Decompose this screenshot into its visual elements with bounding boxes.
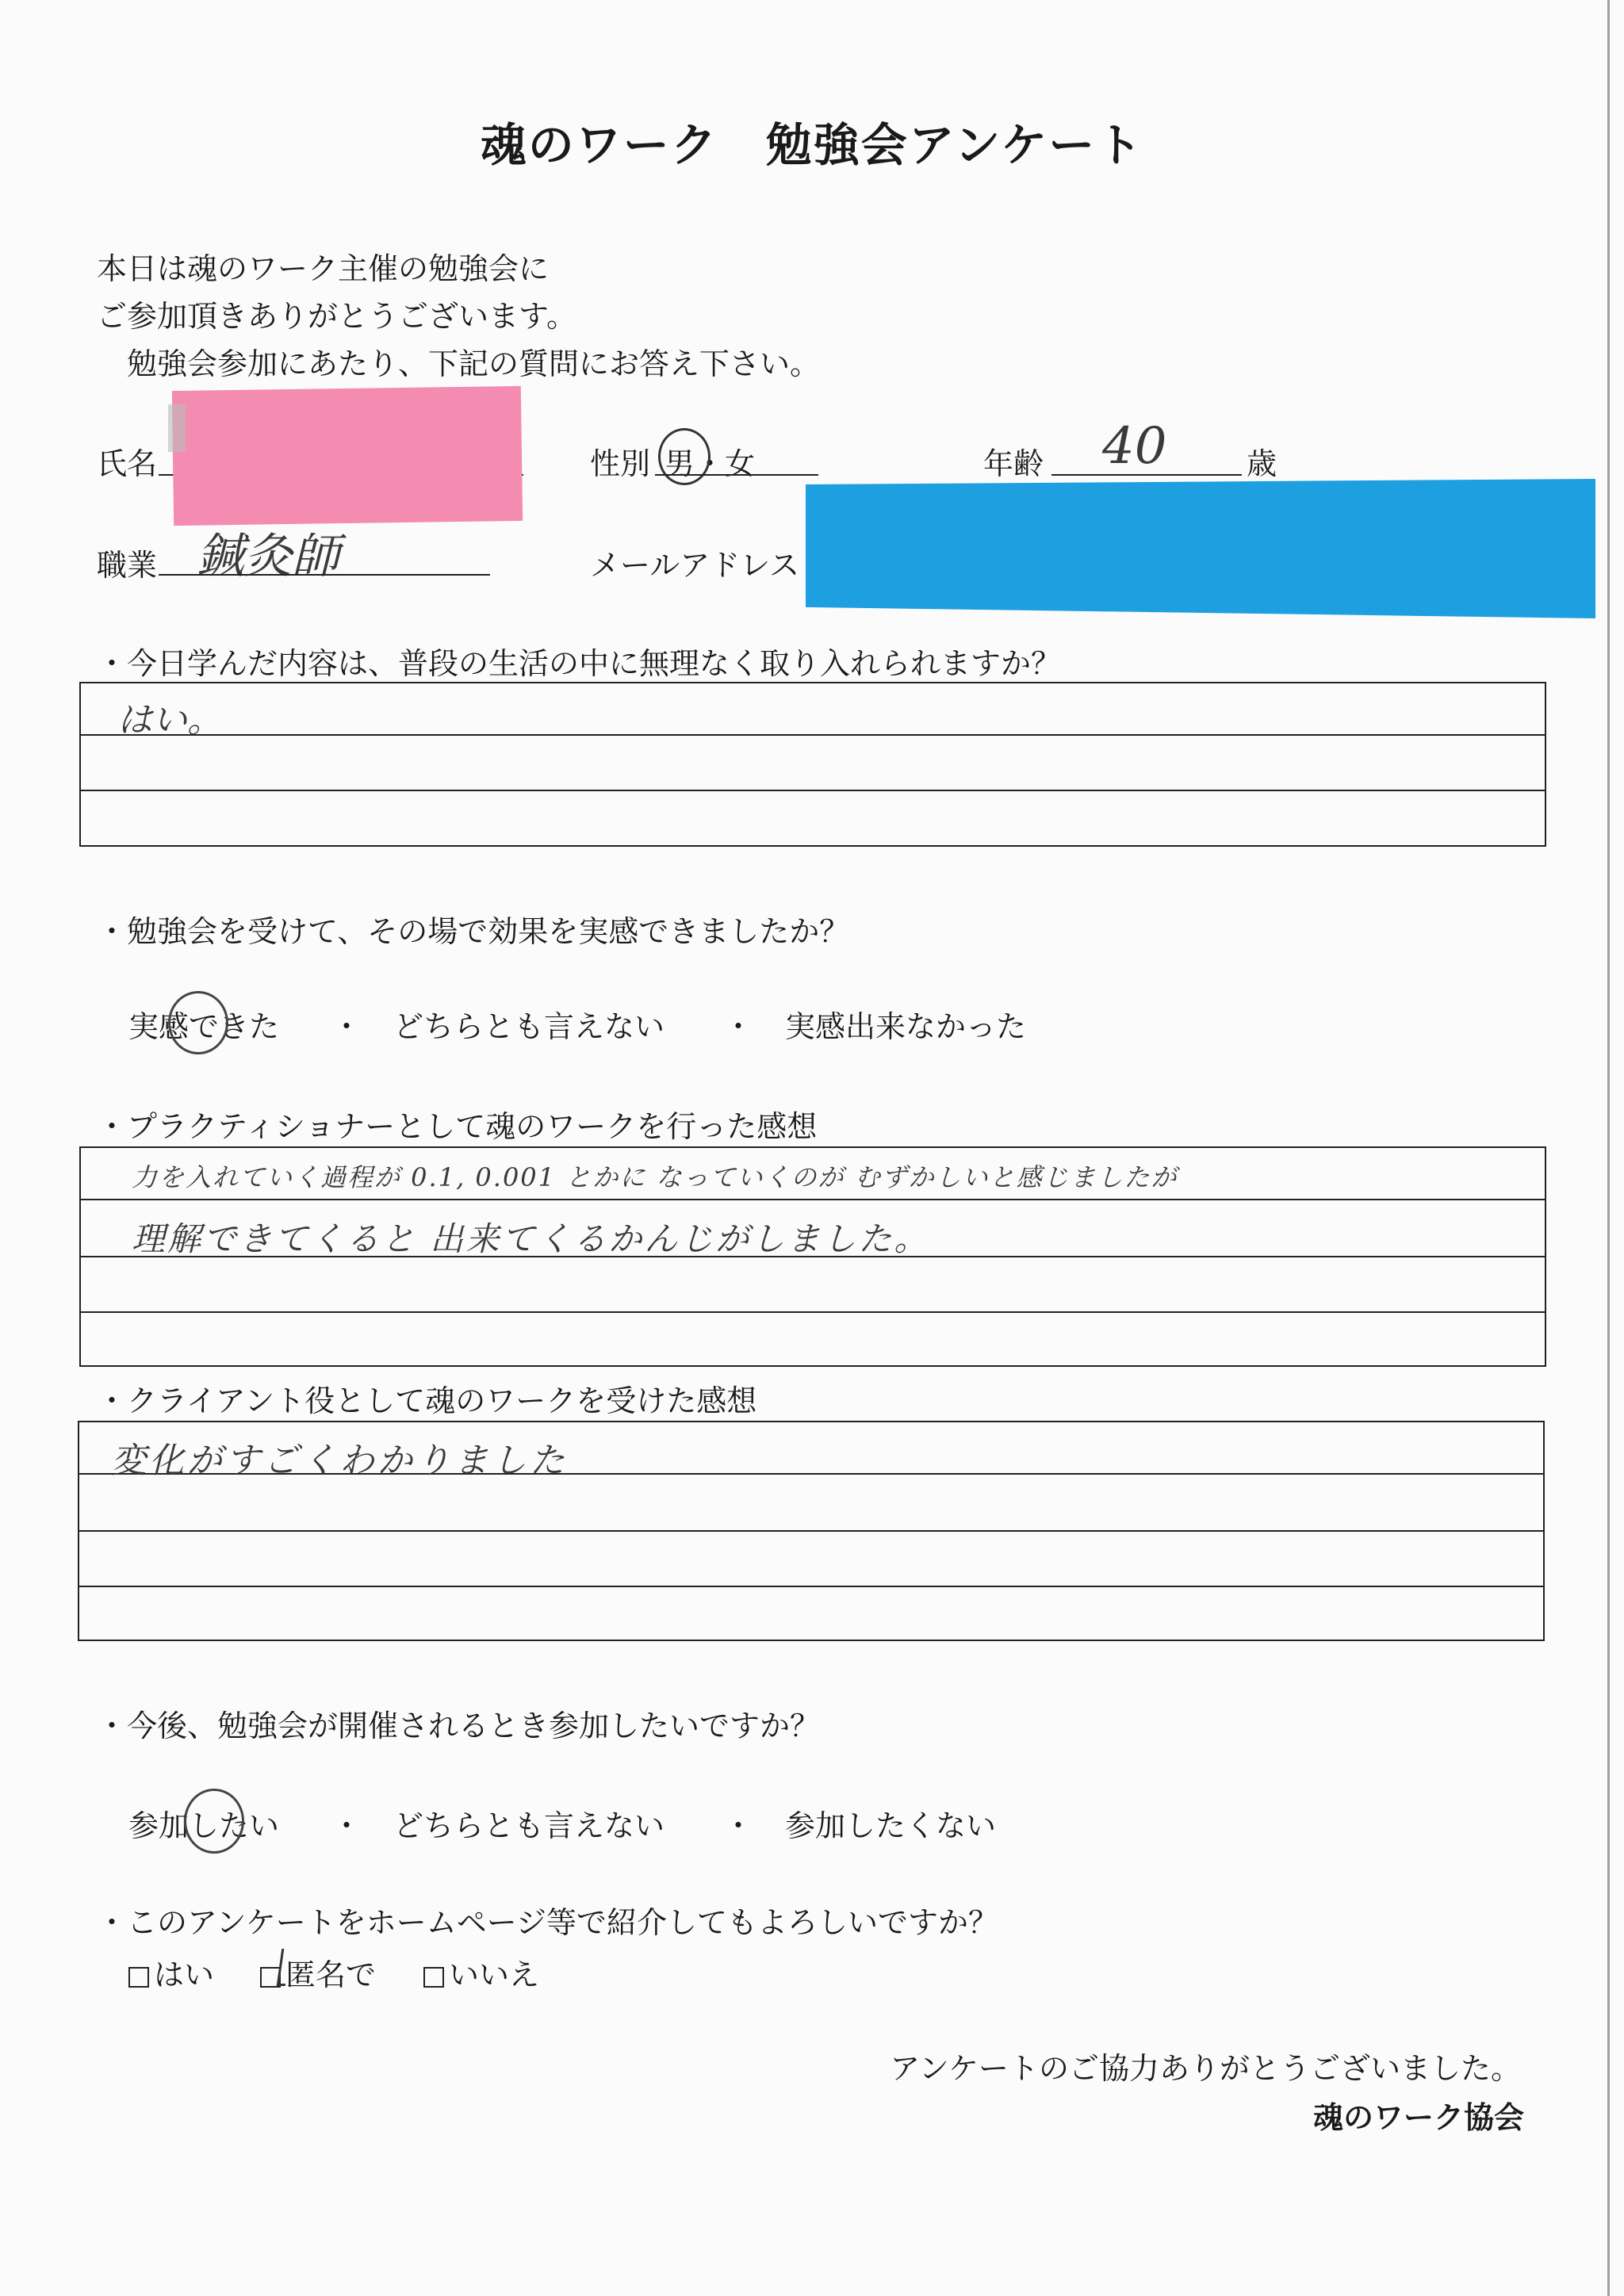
gender-label: 性別: [590, 446, 651, 481]
tape-edge-mark: [168, 404, 186, 452]
intro-line-3: 勉強会参加にあたり、下記の質問にお答え下さい。: [127, 346, 821, 381]
q3-answer-line-1: 力を入れていく過程が 0.1, 0.001 とかに なっていくのが むずかしいと感じましたが: [132, 1162, 1178, 1192]
q2-option-yes: 実感できた: [128, 1009, 280, 1044]
q2-separator-2: ・: [723, 1009, 754, 1044]
email-label: メールアドレス: [590, 548, 800, 583]
job-label: 職業: [97, 548, 158, 583]
checkbox-yes[interactable]: [128, 1967, 149, 1988]
name-redaction-tape: [172, 386, 523, 526]
q2-separator: ・: [331, 1009, 362, 1044]
q2-circle-mark: [168, 991, 228, 1054]
q4-answer: 変化がすごくわかりました: [111, 1441, 568, 1481]
q4-question: ・クライアント役として魂のワークを受けた感想: [97, 1383, 757, 1418]
q6-option-no[interactable]: [423, 1950, 539, 1994]
gender-value: 男・女: [665, 446, 756, 481]
age-label: 年齢: [983, 446, 1044, 481]
q6-yes-label: はい: [154, 1957, 215, 1992]
q3-question: ・プラクティショナーとして魂のワークを行った感想: [97, 1109, 818, 1144]
q5-separator-2: ・: [723, 1808, 754, 1843]
gender-circle-mark: [658, 428, 710, 485]
job-value: 鍼灸師: [197, 529, 339, 584]
gender-underline: [655, 474, 818, 476]
age-value: 40: [1102, 417, 1167, 476]
q2-option-no: 実感出来なかった: [785, 1009, 1027, 1044]
q6-no-label: いいえ: [449, 1957, 540, 1992]
q1-question: ・今日学んだ内容は、普段の生活の中に無理なく取り入れられますか？: [97, 646, 1062, 681]
q6-option-yes[interactable]: [128, 1950, 214, 1994]
q1-answer: はい。: [117, 700, 222, 740]
q3-answer-line-2: 理解できてくると 出来てくるかんじがしました。: [132, 1219, 930, 1258]
page-edge-shadow: [1607, 0, 1610, 2296]
q6-anon-label: 匿名で: [285, 1957, 377, 1992]
footer-organization: 魂のワーク協会: [1312, 2100, 1524, 2135]
intro-line-1: 本日は魂のワーク主催の勉強会に: [97, 251, 550, 286]
q5-question: ・今後、勉強会が開催されるとき参加したいですか？: [97, 1709, 821, 1743]
page-title: 魂のワーク 勉強会アンケート: [480, 118, 1144, 172]
q5-separator: ・: [331, 1808, 362, 1843]
q1-answer-box: [79, 682, 1546, 847]
q5-option-neutral: どちらとも言えない: [393, 1808, 665, 1843]
checkbox-no[interactable]: [423, 1967, 444, 1988]
name-label: 氏名: [97, 446, 158, 481]
q6-option-anonymous[interactable]: [260, 1950, 376, 1994]
email-redaction-tape: [806, 479, 1595, 618]
age-unit: 歳: [1247, 446, 1277, 481]
footer-thanks: アンケートのご協力ありがとうございました。: [890, 2051, 1521, 2086]
q5-option-no: 参加したくない: [785, 1808, 997, 1843]
q6-question: ・このアンケートをホームページ等で紹介してもよろしいですか？: [97, 1905, 998, 1940]
q5-option-yes: 参加したい: [128, 1808, 280, 1843]
q5-circle-mark: [184, 1789, 244, 1854]
job-underline: [159, 574, 490, 576]
intro-line-2: ご参加頂きありがとうございます。: [97, 299, 576, 334]
q2-option-neutral: どちらとも言えない: [393, 1009, 665, 1044]
age-underline: [1051, 474, 1242, 476]
q2-question: ・勉強会を受けて、その場で効果を実感できましたか？: [97, 914, 850, 949]
